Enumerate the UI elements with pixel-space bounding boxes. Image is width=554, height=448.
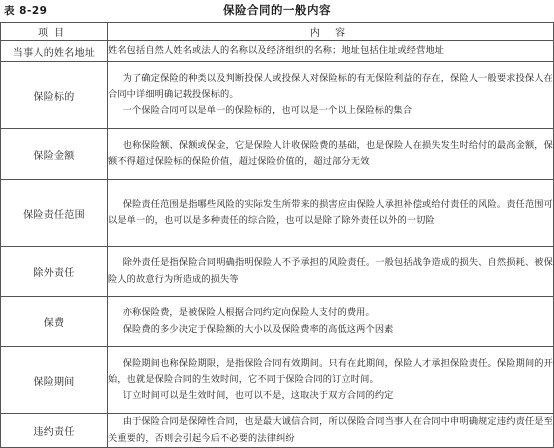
row-content [108,180,554,247]
content-paragraph: 除外责任是指保险合同明确指明保险人不予承担的风险责任。一般包括战争造成的损失、自然损耗、被保险人的故意行为所造成的损失等 [108,257,553,285]
row-item-label: 保险期间 [1,347,108,414]
content-table [0,22,554,448]
content-paragraph: 保险责任范围是指哪些风险的实际发生所带来的损害应由保险人承担补偿或给付责任的风险。责任范围可以是单一的，也可以是多种责任的综合险，也可以是除了除外责任以外的一切险 [108,198,553,226]
content-paragraph: 保险费的多少决定于保险额的大小以及保险费率的高低这两个因素 [122,323,394,335]
content-paragraph: 保险期间也称保险期限，是指保险合同有效期间。只有在此期间，保险人才承担保险责任。保险期间的开始，也就是保险合同的生效时间，它不同于保险合同的订立时间。 [108,357,553,385]
row-item-label: 除外责任 [1,247,108,297]
row-content [108,247,554,297]
row-item-label: 保险责任范围 [1,180,108,247]
row-item-label: 违约责任 [1,414,108,448]
row-item-label: 保险标的 [1,62,108,129]
table-row [1,414,554,448]
table-row [1,247,554,297]
row-content [108,41,554,62]
table-caption [0,2,554,20]
row-content [108,347,554,414]
table-row [1,62,554,129]
content-paragraph: 为了确定保险的种类以及判断投保人或投保人对保险标的有无保险利益的存在，保险人一般要求投保人在合同中详细明确记载投保标的。 [108,72,553,100]
content-paragraph: 亦称保险费，是被保险人根据合同约定向保险人支付的费用。 [122,307,375,319]
header-item: 项目 [1,23,108,41]
table-row [1,129,554,180]
row-item-label: 当事人的姓名地址 [1,41,108,62]
row-item-label: 保费 [1,297,108,347]
row-content [108,297,554,347]
content-paragraph: 也称保险额、保额或保金，它是保险人计收保险费的基础，也是保险人在损失发生时给付的最高金额，保额不得超过保险标的保险价值，超过保险价值的，超过部分无效 [108,139,553,167]
table-number: 表 8-29 [4,5,48,17]
content-paragraph: 一个保险合同可以是单一的保险标的，也可以是一个以上保险标的集合 [122,105,413,117]
table-row [1,180,554,247]
content-paragraph: 姓名包括自然人姓名或法人的名称以及经济组织的名称；地址包括住址或经营地址 [108,44,445,56]
table-header-row [1,23,554,41]
row-content [108,414,554,448]
header-content: 内 容 [108,23,554,41]
row-content [108,62,554,129]
row-item-label: 保险金额 [1,129,108,180]
table-title: 保险合同的一般内容 [223,3,331,17]
table-row [1,41,554,62]
row-content [108,129,554,180]
table-row [1,297,554,347]
content-paragraph: 订立时间可以是生效时间，也可以不是，这取决于双方合同的约定 [122,390,394,402]
table-row [1,347,554,414]
content-paragraph: 由于保险合同是保障性合同，也是最大诚信合同，所以保险合同当事人在合同中申明确规定违约责任是至关重要的，否则会引起今后不必要的法律纠纷 [108,416,553,444]
